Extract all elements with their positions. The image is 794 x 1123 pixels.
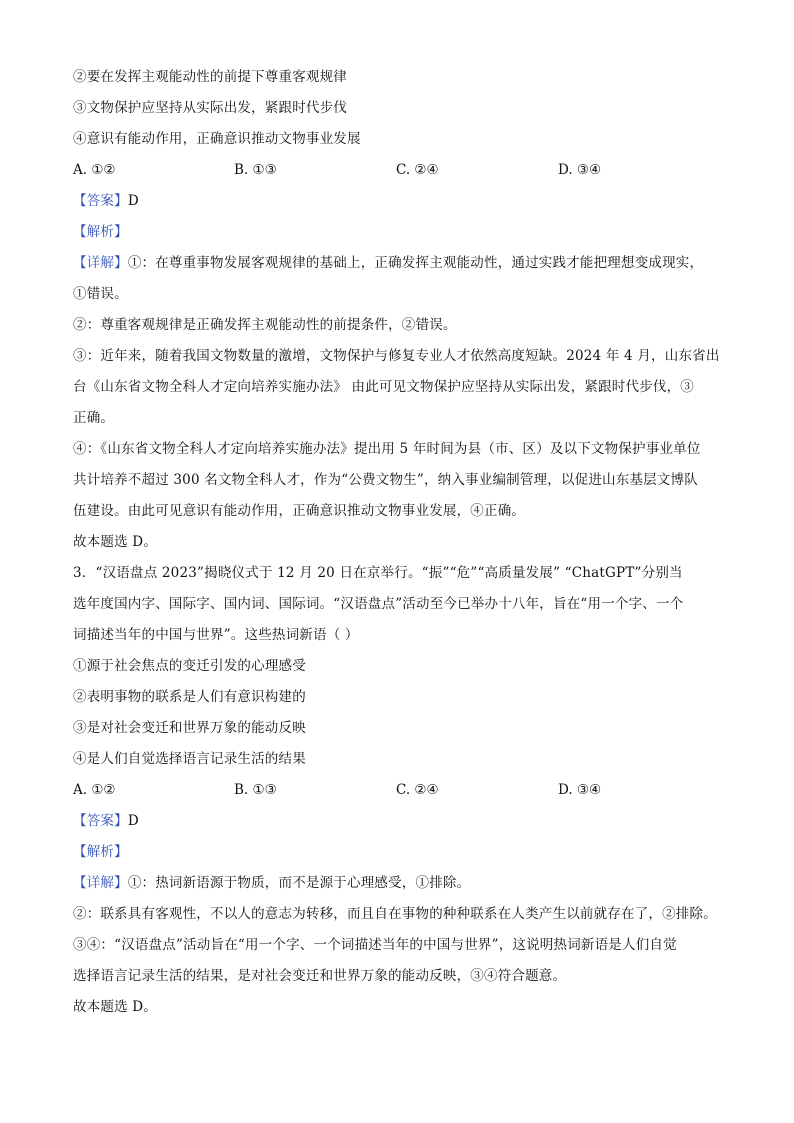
q3-statement-2: ②表明事物的联系是人们有意识构建的 xyxy=(73,689,306,705)
q2-detail-line: 伍建设。由此可见意识有能动作用，正确意识推动文物事业发展，④正确。 xyxy=(73,503,526,519)
q3-detail-line: 选择语言记录生活的结果，是对社会变迁和世界万象的能动反映，③④符合题意。 xyxy=(73,968,567,984)
q3-option-b: B. ①③ xyxy=(234,782,277,798)
q2-analysis xyxy=(73,217,733,248)
q3-answer-tag: 【答案】 xyxy=(73,813,128,829)
q2-detail-line xyxy=(73,248,733,279)
q3-statement-1: ①源于社会焦点的变迁引发的心理感受 xyxy=(73,658,306,674)
q3-stem-line: 选年度国内字、国际字、国内词、国际词。“汉语盘点”活动至今已举办十八年，旨在“用一个字、一个 xyxy=(73,596,684,612)
q2-statement-4: ④意识有能动作用，正确意识推动文物事业发展 xyxy=(73,131,361,147)
q3-answer-value: D xyxy=(127,813,139,829)
q2-analysis-tag: 【解析】 xyxy=(73,224,128,240)
q2-detail-line: ④：《山东省文物全科人才定向培养实施办法》提出用 5 年时间为县（市、区）及以下文物保护事业单位 xyxy=(73,441,701,457)
q2-options xyxy=(73,155,733,186)
q3-option-d: D. ③④ xyxy=(558,782,602,798)
q3-stem-line: 3．“汉语盘点 2023”揭晓仪式于 12 月 20 日在京举行。“振”“危”“高质量发展” “ChatGPT”分别当 xyxy=(73,565,683,581)
q3-analysis xyxy=(73,837,733,868)
q2-detail-line: ①错误。 xyxy=(73,286,128,302)
q2-option-d: D. ③④ xyxy=(558,162,602,178)
q3-option-a: A. ①② xyxy=(73,782,116,798)
q2-answer xyxy=(73,186,733,217)
q3-detail-line: ②：联系具有客观性，不以人的意志为转移，而且自在事物的种种联系在人类产生以前就存在了，②排除。 xyxy=(73,906,717,922)
q2-detail-line: ②：尊重客观规律是正确发挥主观能动性的前提条件，②错误。 xyxy=(73,317,457,333)
q3-detail-line: ③④：“汉语盘点”活动旨在“用一个字、一个词描述当年的中国与世界”，这说明热词新语是人们自觉 xyxy=(73,937,677,953)
q2-detail-line: 共计培养不超过 300 名文物全科人才，作为“公费文物生”，纳入事业编制管理，以促进山东基层文博队 xyxy=(73,472,698,488)
q2-conclusion: 故本题选 D。 xyxy=(73,534,158,550)
q2-option-b: B. ①③ xyxy=(234,162,277,178)
q3-option-c: C. ②④ xyxy=(396,782,439,798)
q3-options xyxy=(73,775,733,806)
q2-statement-2: ②要在发挥主观能动性的前提下尊重客观规律 xyxy=(73,69,347,85)
q3-statement-4: ④是人们自觉选择语言记录生活的结果 xyxy=(73,751,306,767)
document-page xyxy=(73,62,733,1023)
q2-detail-tag: 【详解】 xyxy=(73,255,128,271)
q3-detail-line xyxy=(73,868,733,899)
q3-conclusion: 故本题选 D。 xyxy=(73,999,158,1015)
q3-statement-3: ③是对社会变迁和世界万象的能动反映 xyxy=(73,720,306,736)
q2-statement-3: ③文物保护应坚持从实际出发，紧跟时代步伐 xyxy=(73,100,347,116)
q2-option-a: A. ①② xyxy=(73,162,116,178)
q2-answer-value: D xyxy=(127,193,139,209)
q3-detail-tag: 【详解】 xyxy=(73,875,128,891)
q2-answer-tag: 【答案】 xyxy=(73,193,128,209)
q2-detail-text: ①：在尊重事物发展客观规律的基础上，正确发挥主观能动性，通过实践才能把理想变成现实， xyxy=(127,255,704,271)
q2-detail-line: 正确。 xyxy=(73,410,115,426)
q2-detail-line: 台《山东省文物全科人才定向培养实施办法》 由此可见文物保护应坚持从实际出发，紧跟时代步伐，③ xyxy=(73,379,694,395)
q3-analysis-tag: 【解析】 xyxy=(73,844,128,860)
q2-option-c: C. ②④ xyxy=(396,162,439,178)
q2-detail-line: ③：近年来，随着我国文物数量的激增，文物保护与修复专业人才依然高度短缺。2024 年 4 月，山东省出 xyxy=(73,348,720,364)
q3-answer xyxy=(73,806,733,837)
q3-detail-text: ①：热词新语源于物质，而不是源于心理感受，①排除。 xyxy=(127,875,471,891)
q3-stem-line: 词描述当年的中国与世界”。这些热词新语（ ） xyxy=(73,627,359,643)
